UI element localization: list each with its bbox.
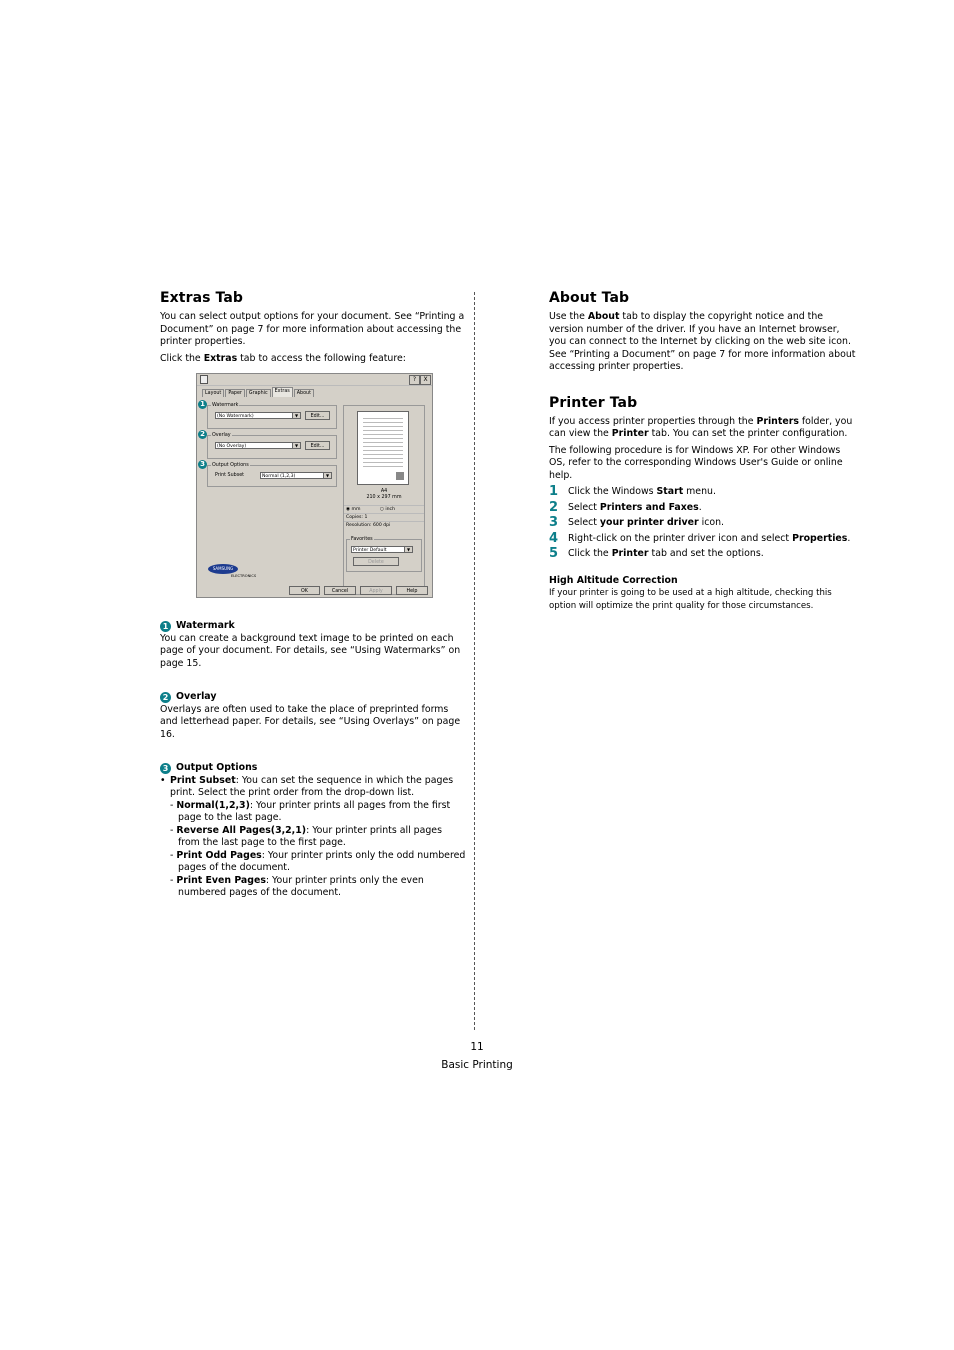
page-number: 11 [470, 1041, 484, 1053]
number-1-icon: 1 [160, 621, 171, 632]
tab-paper[interactable]: Paper [225, 389, 245, 397]
favorites-label: Favorites [351, 537, 373, 542]
close-title-button[interactable]: X [420, 375, 431, 385]
section-output-heading: 3 Output Options [160, 762, 466, 775]
section-overlay-text: Overlays are often used to take the place of preprinted forms and letterhead paper. For details, see “Using Overlays” on page 16. [160, 703, 461, 740]
samsung-logo: SAMSUNG [208, 564, 238, 574]
chevron-down-icon: ▼ [292, 443, 300, 448]
radio-mm[interactable]: ◉ mm [346, 507, 361, 512]
printer-icon [200, 375, 208, 384]
tab-extras[interactable]: Extras [272, 387, 293, 397]
right-column [549, 290, 857, 612]
step-1: 1 Click the Windows Start menu. [549, 484, 716, 499]
extras-tab-heading: Extras Tab [160, 290, 244, 306]
extras-intro: You can select output options for your document. See “Printing a Document” on page 7 for more information about accessing the printer properties. [160, 311, 465, 347]
help-title-button[interactable]: ? [409, 375, 420, 385]
chevron-down-icon: ▼ [404, 547, 412, 552]
unit-row [344, 505, 424, 513]
tab-layout[interactable]: Layout [202, 389, 224, 397]
chevron-down-icon: ▼ [323, 473, 331, 478]
ok-button[interactable]: OK [289, 586, 320, 595]
dialog-tabs [202, 389, 315, 397]
print-subset-item: • Print Subset: You can set the sequence in which the pages print. Select the print order from the drop-down list. [160, 775, 466, 800]
chevron-down-icon: ▼ [292, 413, 300, 418]
printer-properties-dialog [196, 373, 433, 598]
section-watermark-heading: 1 Watermark [160, 620, 466, 633]
marker-3: 3 [198, 460, 207, 469]
high-altitude-text: If your printer is going to be used at a high altitude, checking this option will optimize the print quality for those circumstances. [549, 588, 832, 611]
printer-tab-procedure: The following procedure is for Windows XP. For other Windows OS, refer to the corresponding Windows User's Guide or online help. [549, 444, 843, 481]
cancel-button[interactable]: Cancel [324, 586, 356, 595]
preview-pane [343, 405, 425, 595]
help-button[interactable]: Help [396, 586, 428, 595]
section-overlay-heading: 2 Overlay [160, 691, 466, 704]
printer-tab-heading: Printer Tab [549, 394, 638, 411]
step-3: 3 Select your printer driver icon. [549, 515, 725, 530]
paper-dims: 210 x 297 mm [366, 495, 402, 500]
dialog-titlebar [197, 374, 432, 386]
extras-sections [160, 620, 466, 900]
left-column [160, 290, 466, 369]
marker-1: 1 [198, 400, 207, 409]
overlay-edit-button[interactable]: Edit... [305, 441, 330, 450]
print-subset-label: Print Subset [215, 473, 245, 478]
paper-size: A4 [380, 489, 388, 494]
preview-image-placeholder [396, 472, 404, 480]
tab-about[interactable]: About [294, 389, 314, 397]
chapter-title: Basic Printing [441, 1059, 513, 1071]
step-5: 5 Click the Printer tab and set the options. [549, 546, 764, 561]
overlay-group [207, 435, 337, 459]
column-divider [474, 292, 475, 1030]
overlay-select[interactable]: (No Overlay) ▼ [215, 442, 301, 449]
about-text: Use the About tab to display the copyright notice and the version number of the driver. If you have an Internet browser, you can connect to the Internet by clicking on the web site icon. See “Printing a Document” on page 7 for more information about accessing printer properties. [549, 311, 856, 372]
option-odd: - Print Odd Pages: Your printer prints only the odd numbered pages of the document. [170, 849, 466, 873]
watermark-group-label: Watermark [212, 403, 239, 408]
output-options-label: Output Options [212, 463, 249, 468]
high-altitude-heading: High Altitude Correction [549, 574, 678, 586]
resolution-info: Resolution: 600 dpi [344, 521, 424, 529]
paper-preview [357, 411, 409, 485]
apply-button[interactable]: Apply [360, 586, 392, 595]
favorites-group [346, 539, 422, 572]
extras-click-instruction: Click the Extras tab to access the following feature: [160, 352, 406, 364]
delete-button[interactable]: Delete [353, 557, 399, 566]
radio-inch[interactable]: ○ inch [379, 507, 395, 512]
option-reverse: - Reverse All Pages(3,2,1): Your printer prints all pages from the last page to the first page. [170, 824, 442, 848]
tab-graphic[interactable]: Graphic [246, 389, 271, 397]
printer-tab-text: If you access printer properties through the Printers folder, you can view the Printer tab. You can set the printer configuration. [549, 415, 853, 439]
step-4: 4 Right-click on the printer driver icon and select Properties. [549, 530, 851, 546]
marker-2: 2 [198, 430, 207, 439]
copies-info: Copies: 1 [344, 513, 424, 521]
print-subset-select[interactable]: Normal (1,2,3) ▼ [260, 472, 332, 479]
samsung-logo-sub: ELECTRONICS [231, 574, 257, 578]
overlay-group-label: Overlay [212, 433, 231, 438]
number-2-icon: 2 [160, 692, 171, 703]
step-2: 2 Select Printers and Faxes. [549, 499, 702, 515]
number-3-icon: 3 [160, 763, 171, 774]
watermark-edit-button[interactable]: Edit... [305, 411, 330, 420]
about-tab-heading: About Tab [549, 290, 630, 306]
output-options-group [207, 465, 337, 487]
section-watermark-text: You can create a background text image to be printed on each page of your document. For details, see “Using Watermarks” on page 15. [160, 632, 461, 669]
watermark-group [207, 405, 337, 429]
option-even: - Print Even Pages: Your printer prints only the even numbered pages of the document. [170, 874, 424, 898]
watermark-select[interactable]: (No Watermark) ▼ [215, 412, 301, 419]
option-normal: - Normal(1,2,3): Your printer prints all pages from the first page to the last page. [170, 799, 451, 823]
favorites-select[interactable]: Printer Default ▼ [351, 546, 413, 553]
